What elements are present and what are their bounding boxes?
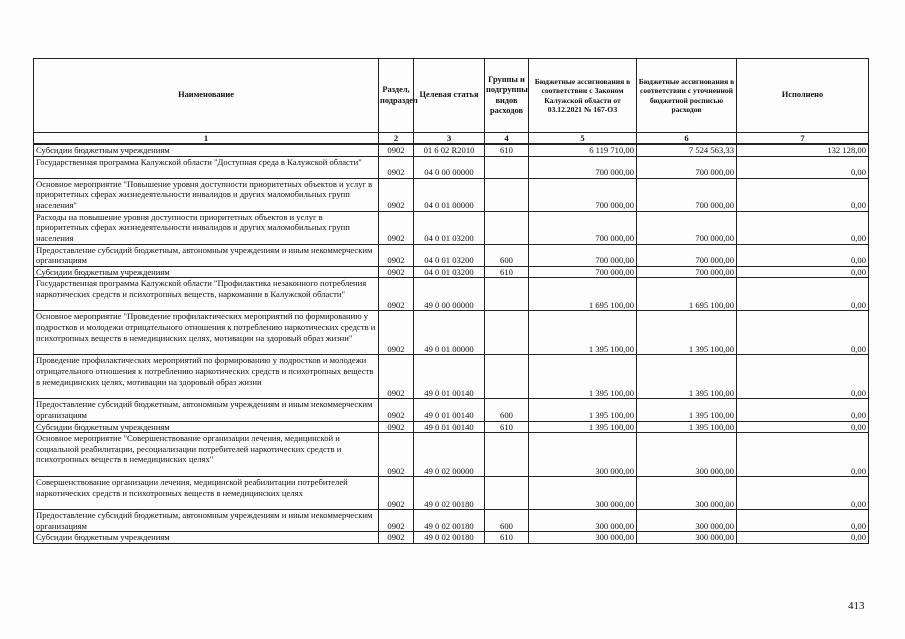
row-section: 0902 [379, 433, 414, 477]
row-section: 0902 [379, 244, 414, 266]
table-row [34, 156, 869, 178]
column-number: 3 [414, 133, 485, 145]
row-expense-group: 600 [485, 244, 529, 266]
table-row [34, 477, 869, 510]
row-law-amount: 300 000,00 [529, 510, 637, 532]
row-section: 0902 [379, 399, 414, 421]
column-number: 1 [34, 133, 379, 145]
row-expense-group: 610 [485, 266, 529, 278]
row-expense-group: 600 [485, 399, 529, 421]
row-name: Государственная программа Калужской области "Доступная среда в Калужской области" [34, 156, 379, 178]
row-executed-amount: 0,00 [737, 244, 869, 266]
table-body [34, 144, 869, 543]
table-row [34, 399, 869, 421]
budget-table [33, 58, 869, 544]
row-section: 0902 [379, 156, 414, 178]
row-executed-amount: 132 128,00 [737, 144, 869, 156]
row-section: 0902 [379, 144, 414, 156]
column-number: 5 [529, 133, 637, 145]
row-name: Государственная программа Калужской области "Профилактика незаконного потребления наркотических средств и психотропных веществ, наркомании в Калужской области" [34, 278, 379, 311]
row-law-amount: 1 395 100,00 [529, 421, 637, 433]
row-name: Субсидии бюджетным учреждениям [34, 532, 379, 544]
row-target-article: 49 0 02 00000 [414, 433, 485, 477]
row-target-article: 49 0 02 00180 [414, 532, 485, 544]
row-target-article: 49 0 02 00180 [414, 477, 485, 510]
header-law-appropriations: Бюджетные ассигнования в соответствии с Законом Калужской области от 03.12.2021 № 167-ОЗ [529, 59, 637, 133]
row-target-article: 49 0 01 00000 [414, 311, 485, 355]
row-law-amount: 1 395 100,00 [529, 355, 637, 399]
row-executed-amount: 0,00 [737, 433, 869, 477]
table-row [34, 510, 869, 532]
table-row [34, 266, 869, 278]
row-executed-amount: 0,00 [737, 399, 869, 421]
header-row [34, 59, 869, 133]
header-refined-appropriations: Бюджетные ассигнования в соответствии с уточненной бюджетной росписью расходов [637, 59, 737, 133]
row-section: 0902 [379, 477, 414, 510]
row-expense-group: 600 [485, 510, 529, 532]
row-target-article: 04 0 01 03200 [414, 266, 485, 278]
row-law-amount: 700 000,00 [529, 266, 637, 278]
row-executed-amount: 0,00 [737, 355, 869, 399]
row-refined-amount: 300 000,00 [637, 433, 737, 477]
row-target-article: 01 6 02 R2010 [414, 144, 485, 156]
row-law-amount: 300 000,00 [529, 477, 637, 510]
row-section: 0902 [379, 178, 414, 211]
column-number-row [34, 133, 869, 145]
header-name: Наименование [34, 59, 379, 133]
row-section: 0902 [379, 211, 414, 244]
row-law-amount: 700 000,00 [529, 178, 637, 211]
row-section: 0902 [379, 355, 414, 399]
row-law-amount: 300 000,00 [529, 532, 637, 544]
row-executed-amount: 0,00 [737, 477, 869, 510]
row-law-amount: 700 000,00 [529, 156, 637, 178]
row-law-amount: 6 119 710,00 [529, 144, 637, 156]
row-section: 0902 [379, 510, 414, 532]
row-expense-group [485, 477, 529, 510]
row-refined-amount: 700 000,00 [637, 156, 737, 178]
row-refined-amount: 700 000,00 [637, 178, 737, 211]
row-section: 0902 [379, 311, 414, 355]
row-executed-amount: 0,00 [737, 311, 869, 355]
column-number: 4 [485, 133, 529, 145]
table-row [34, 355, 869, 399]
row-name: Предоставление субсидий бюджетным, автономным учреждениям и иным некоммерческим организациям [34, 244, 379, 266]
row-name: Субсидии бюджетным учреждениям [34, 266, 379, 278]
column-number: 7 [737, 133, 869, 145]
page-number: 413 [848, 600, 865, 612]
row-name: Субсидии бюджетным учреждениям [34, 421, 379, 433]
row-executed-amount: 0,00 [737, 156, 869, 178]
row-name: Основное мероприятие "Проведение профилактических мероприятий по формированию у подростков и молодежи отрицательного отношения к потреблению наркотических средств и психотропных веществ в немедицинских целях, мотивации на здоровый образ жизни" [34, 311, 379, 355]
row-expense-group: 610 [485, 144, 529, 156]
row-executed-amount: 0,00 [737, 211, 869, 244]
row-name: Предоставление субсидий бюджетным, автономным учреждениям и иным некоммерческим организациям [34, 510, 379, 532]
table-row [34, 278, 869, 311]
row-expense-group [485, 311, 529, 355]
row-executed-amount: 0,00 [737, 178, 869, 211]
table-row [34, 311, 869, 355]
row-expense-group: 610 [485, 421, 529, 433]
row-target-article: 49 0 02 00180 [414, 510, 485, 532]
row-refined-amount: 300 000,00 [637, 532, 737, 544]
row-name: Совершенствование организации лечения, медицинской реабилитации потребителей наркотических средств и психотропных веществ в немедицинских целях [34, 477, 379, 510]
row-refined-amount: 1 695 100,00 [637, 278, 737, 311]
row-name: Основное мероприятие "Совершенствование организации лечения, медицинской и социальной реабилитации, ресоциализации потребителей наркотических средств и психотропных веществ в немедицинских целях" [34, 433, 379, 477]
row-refined-amount: 700 000,00 [637, 266, 737, 278]
row-law-amount: 700 000,00 [529, 244, 637, 266]
row-refined-amount: 1 395 100,00 [637, 311, 737, 355]
row-target-article: 49 0 01 00140 [414, 399, 485, 421]
table-row [34, 433, 869, 477]
row-target-article: 49 0 01 00140 [414, 421, 485, 433]
row-target-article: 04 0 01 03200 [414, 211, 485, 244]
row-expense-group [485, 355, 529, 399]
row-law-amount: 1 695 100,00 [529, 278, 637, 311]
row-refined-amount: 7 524 563,33 [637, 144, 737, 156]
column-number: 2 [379, 133, 414, 145]
table-row [34, 178, 869, 211]
row-refined-amount: 700 000,00 [637, 211, 737, 244]
row-expense-group [485, 278, 529, 311]
row-expense-group: 610 [485, 532, 529, 544]
table-row [34, 421, 869, 433]
row-executed-amount: 0,00 [737, 532, 869, 544]
row-section: 0902 [379, 421, 414, 433]
row-name: Субсидии бюджетным учреждениям [34, 144, 379, 156]
row-refined-amount: 300 000,00 [637, 510, 737, 532]
header-executed: Исполнено [737, 59, 869, 133]
row-expense-group [485, 433, 529, 477]
row-refined-amount: 1 395 100,00 [637, 421, 737, 433]
row-refined-amount: 1 395 100,00 [637, 355, 737, 399]
row-section: 0902 [379, 278, 414, 311]
row-law-amount: 1 395 100,00 [529, 399, 637, 421]
header-section: Раздел, подраздел [379, 59, 414, 133]
table-row [34, 144, 869, 156]
row-target-article: 04 0 01 03200 [414, 244, 485, 266]
row-refined-amount: 300 000,00 [637, 477, 737, 510]
table-row [34, 532, 869, 544]
row-refined-amount: 700 000,00 [637, 244, 737, 266]
row-expense-group [485, 156, 529, 178]
row-law-amount: 300 000,00 [529, 433, 637, 477]
header-expense-group: Группы и подгруппы видов расходов [485, 59, 529, 133]
row-section: 0902 [379, 532, 414, 544]
table-row [34, 244, 869, 266]
column-number: 6 [637, 133, 737, 145]
row-executed-amount: 0,00 [737, 510, 869, 532]
row-executed-amount: 0,00 [737, 266, 869, 278]
row-target-article: 04 0 00 00000 [414, 156, 485, 178]
row-target-article: 49 0 01 00140 [414, 355, 485, 399]
row-law-amount: 700 000,00 [529, 211, 637, 244]
row-executed-amount: 0,00 [737, 278, 869, 311]
header-target-article: Целевая статья [414, 59, 485, 133]
row-target-article: 04 0 01 00000 [414, 178, 485, 211]
row-expense-group [485, 211, 529, 244]
row-name: Основное мероприятие "Повышение уровня доступности приоритетных объектов и услуг в приоритетных сферах жизнедеятельности инвалидов и других маломобильных групп населения" [34, 178, 379, 211]
row-expense-group [485, 178, 529, 211]
row-target-article: 49 0 00 00000 [414, 278, 485, 311]
row-name: Предоставление субсидий бюджетным, автономным учреждениям и иным некоммерческим организациям [34, 399, 379, 421]
row-executed-amount: 0,00 [737, 421, 869, 433]
row-name: Расходы на повышение уровня доступности приоритетных объектов и услуг в приоритетных сферах жизнедеятельности инвалидов и других маломобильных групп населения [34, 211, 379, 244]
row-refined-amount: 1 395 100,00 [637, 399, 737, 421]
row-section: 0902 [379, 266, 414, 278]
table-row [34, 211, 869, 244]
row-name: Проведение профилактических мероприятий по формированию у подростков и молодежи отрицательного отношения к потреблению наркотических средств и психотропных веществ в немедицинских целях, мотивации на здоровый образ жизни [34, 355, 379, 399]
row-law-amount: 1 395 100,00 [529, 311, 637, 355]
